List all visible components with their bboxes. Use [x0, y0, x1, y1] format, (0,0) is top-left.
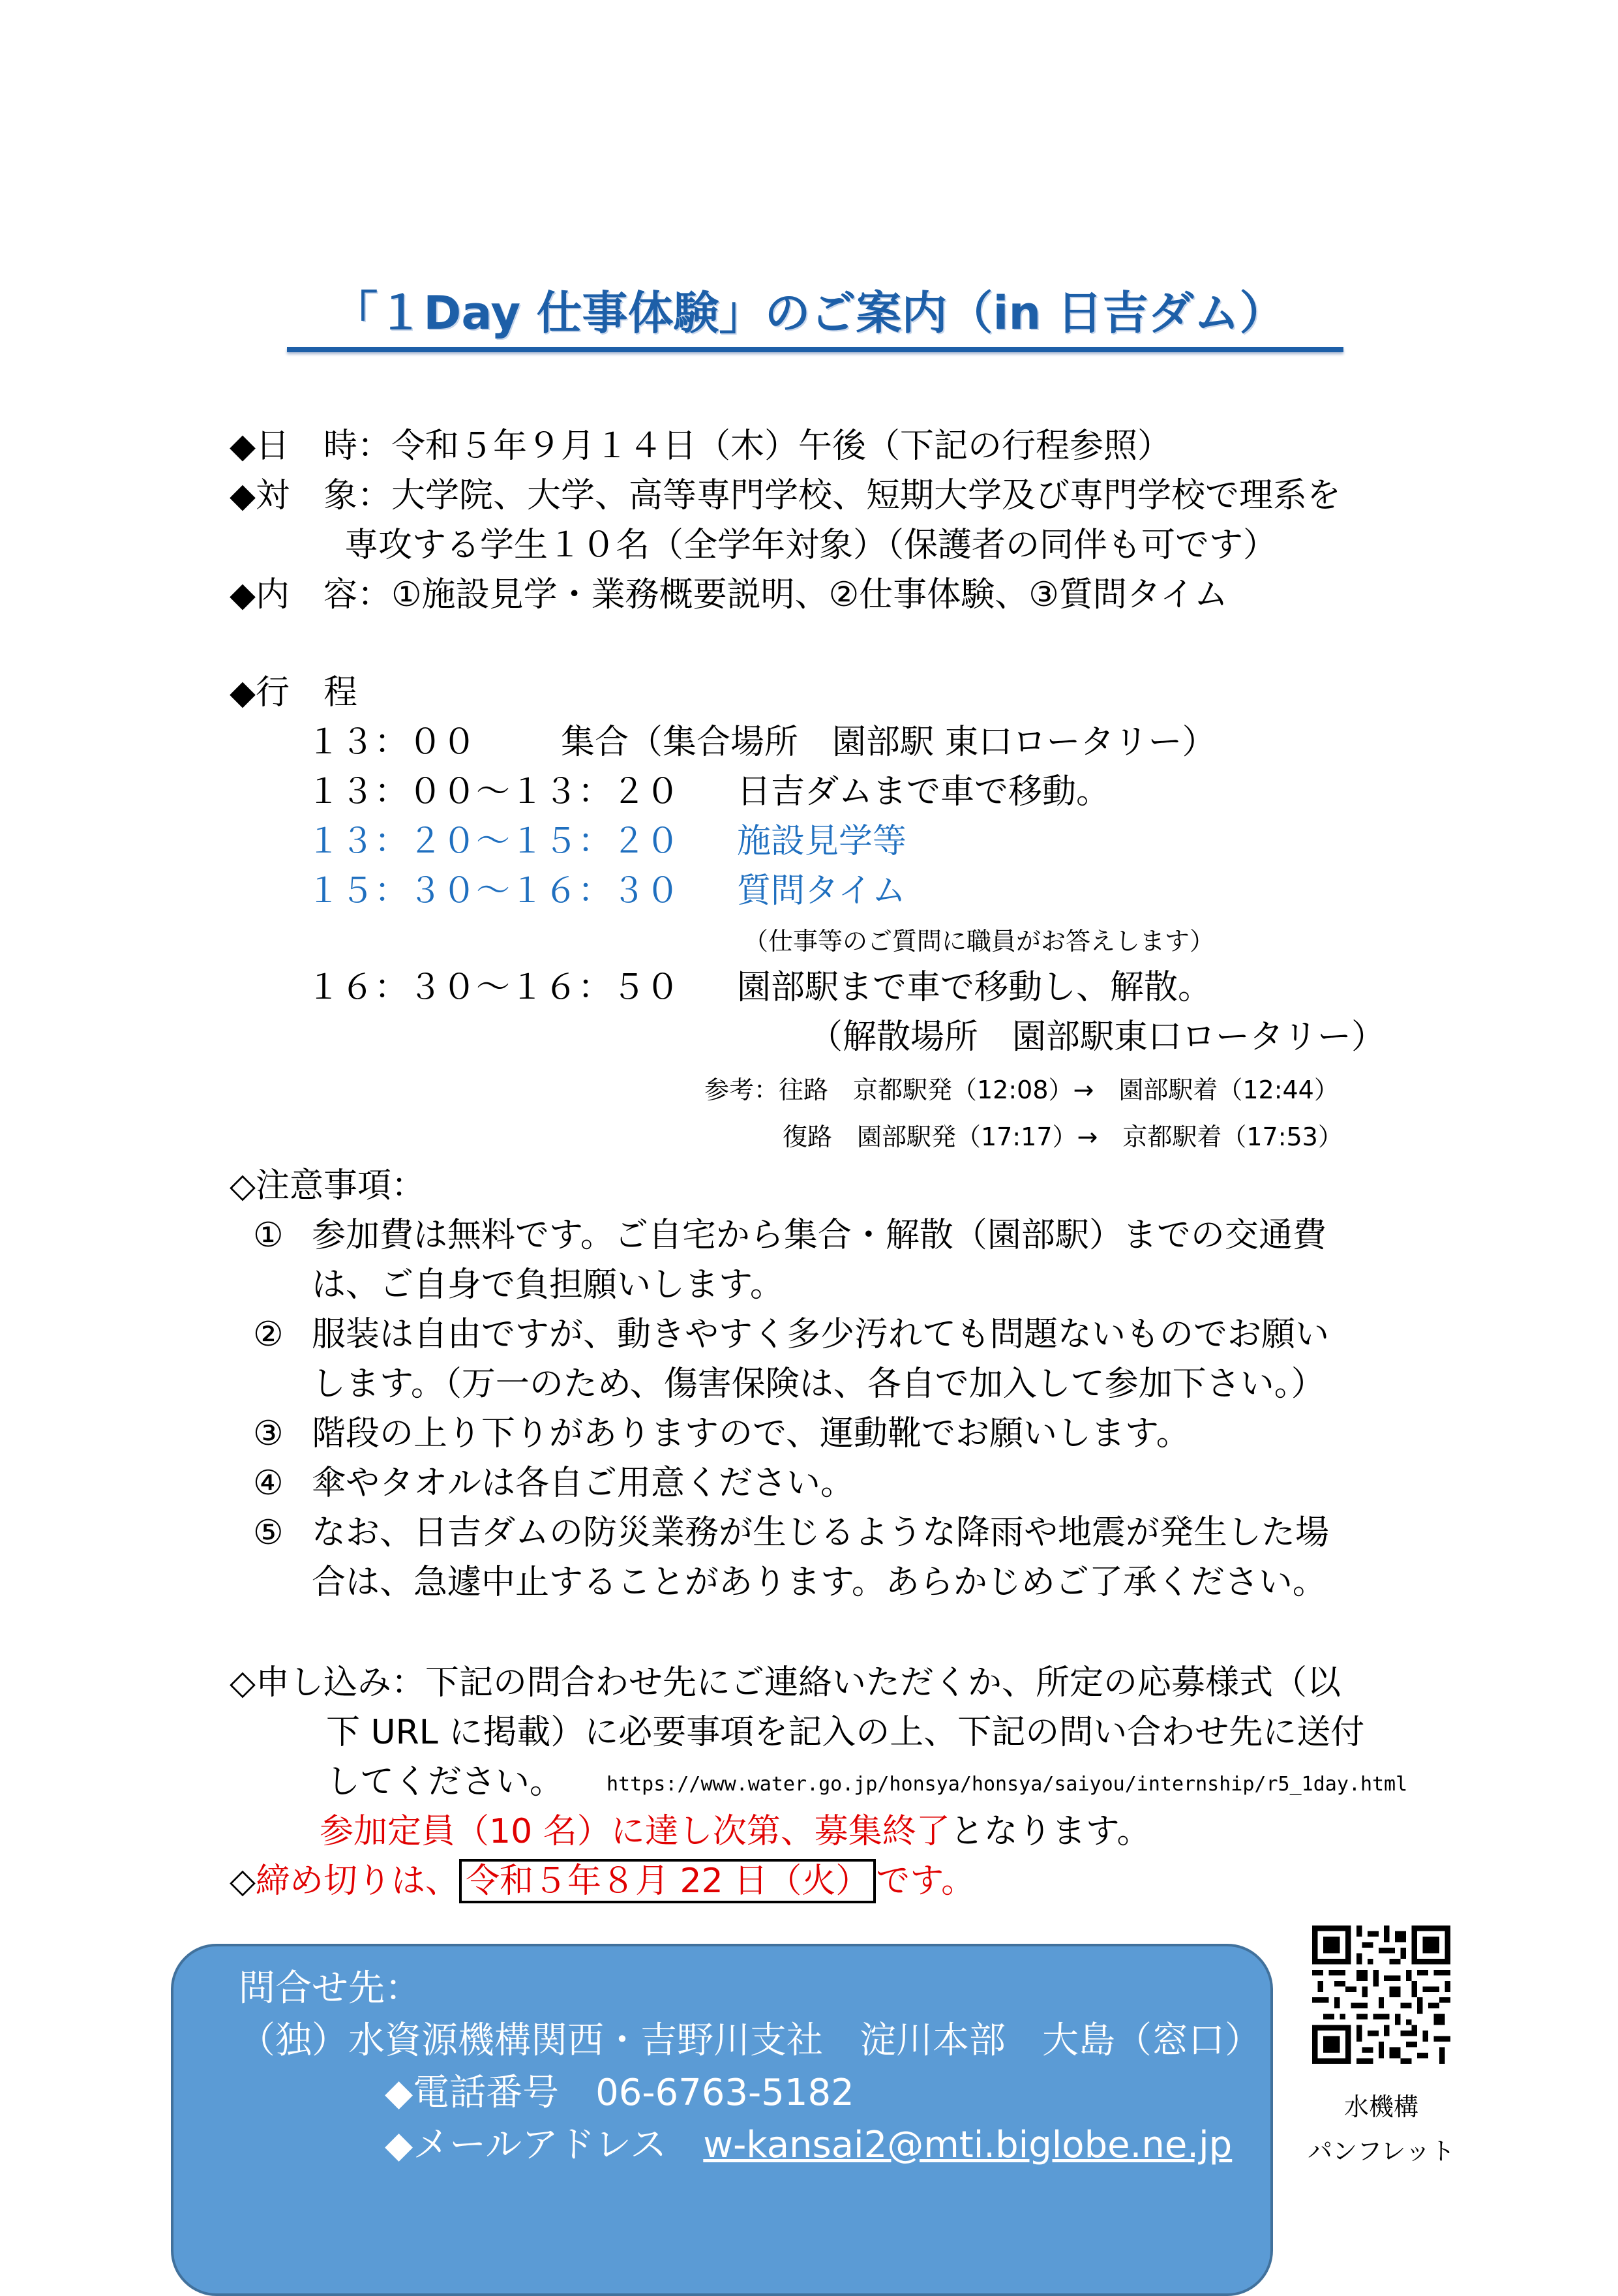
- date-value: 令和５年９月１４日（木）午後（下記の行程参照）: [391, 427, 1172, 466]
- reference-return: 復路 園部駅発（17:17）→ 京都駅着（17:53）: [783, 1123, 1343, 1151]
- schedule-row-time: １３：００: [307, 723, 477, 762]
- target-label: ◆対 象：: [230, 476, 391, 515]
- notes-heading: ◇注意事項：: [230, 1166, 425, 1205]
- capacity-notice: [320, 1811, 1151, 1852]
- phone-number[interactable]: 06-6763-5182: [595, 2072, 854, 2114]
- note-text: 合は、急遽中止することがあります。あらかじめご了承ください。: [312, 1563, 1326, 1602]
- contact-phone-row: [385, 2072, 854, 2115]
- application-text: 下 URL に掲載）に必要事項を記入の上、下記の問い合わせ先に送付: [326, 1713, 1365, 1752]
- target-row: [230, 475, 1341, 517]
- qr-caption-line1: 水機構: [1343, 2092, 1418, 2121]
- content-value: ①施設見学・業務概要説明、②仕事体験、③質問タイム: [391, 575, 1228, 614]
- note-number: ③: [253, 1414, 284, 1453]
- schedule-row-desc: 集合（集合場所 園部駅 東口ロータリー）: [561, 723, 1216, 762]
- note-text: は、ご自身で負担願いします。: [312, 1265, 784, 1305]
- contact-organization: （独）水資源機構関西・吉野川支社 淀川本部 大島（窓口）: [239, 2019, 1261, 2062]
- schedule-row-desc: 園部駅まで車で移動し、解散。: [737, 968, 1212, 1007]
- contact-email-row: [385, 2124, 1232, 2167]
- note-text: 服装は自由ですが、動きやすく多少汚れても問題ないものでお願い: [312, 1315, 1330, 1354]
- note-text: 参加費は無料です。ご自宅から集合・解散（園部駅）までの交通費: [312, 1216, 1326, 1255]
- schedule-row-desc: 施設見学等: [737, 822, 907, 861]
- reference-outbound: 参考：往路 京都駅発（12:08）→ 園部駅着（12:44）: [704, 1076, 1339, 1104]
- qr-caption-line2: パンフレット: [1307, 2137, 1456, 2166]
- schedule-heading: ◆行 程: [230, 673, 357, 712]
- note-text: します。（万一のため、傷害保険は、各自で加入して参加下さい。）: [312, 1365, 1325, 1404]
- schedule-row-desc: 日吉ダムまで車で移動。: [737, 772, 1111, 811]
- page-title: 「１Day 仕事体験」のご案内（in 日吉ダム）: [332, 286, 1285, 340]
- note-number: ①: [253, 1216, 284, 1255]
- schedule-row-time: １６：３０～１６：５０: [307, 968, 680, 1007]
- target-value: 大学院、大学、高等専門学校、短期大学及び専門学校で理系を: [391, 476, 1341, 515]
- deadline-date: 令和５年８月 22 日（火）: [459, 1859, 876, 1903]
- note-text: なお、日吉ダムの防災業務が生じるような降雨や地震が発生した場: [312, 1513, 1330, 1552]
- deadline-suffix: です。: [876, 1862, 976, 1901]
- application-url-link[interactable]: https://www.water.go.jp/honsya/honsya/saiyou/internship/r5_1day.html: [607, 1773, 1408, 1796]
- email-link[interactable]: w-kansai2@mti.biglobe.ne.jp: [703, 2124, 1233, 2166]
- email-label: ◆メールアドレス: [385, 2124, 704, 2166]
- deadline-mark: ◇: [230, 1862, 256, 1901]
- note-text: 階段の上り下りがありますので、運動靴でお願いします。: [312, 1414, 1190, 1453]
- target-value-cont: 専攻する学生１０名（全学年対象）（保護者の同伴も可です）: [344, 526, 1278, 565]
- schedule-row-desc: 質問タイム: [737, 871, 906, 911]
- date-row: [230, 425, 1171, 467]
- application-text: ◇申し込み：下記の問合わせ先にご連絡いただくか、所定の応募様式（以: [230, 1663, 1341, 1702]
- schedule-row-time: １３：００～１３：２０: [307, 772, 680, 811]
- question-note: （仕事等のご質問に職員がお答えします）: [743, 927, 1215, 956]
- deadline-prefix: 締め切りは、: [256, 1862, 460, 1901]
- schedule-row-time: １３：２０～１５：２０: [307, 822, 680, 861]
- dismissal-note: （解散場所 園部駅東口ロータリー）: [809, 1018, 1386, 1057]
- content-row: [230, 574, 1228, 616]
- capacity-text: となります。: [950, 1812, 1151, 1851]
- schedule-row-time: １５：３０～１６：３０: [307, 871, 680, 911]
- note-number: ④: [253, 1464, 284, 1503]
- phone-label: ◆電話番号: [385, 2072, 596, 2114]
- capacity-red-text: 参加定員（10 名）に達し次第、募集終了: [320, 1812, 950, 1851]
- note-text: 傘やタオルは各自ご用意ください。: [312, 1464, 855, 1503]
- note-number: ②: [253, 1315, 284, 1354]
- deadline-row: [230, 1860, 975, 1902]
- note-number: ⑤: [253, 1513, 284, 1552]
- application-text: してください。: [326, 1762, 564, 1802]
- title-underline: [287, 347, 1343, 352]
- date-label: ◆日 時：: [230, 427, 391, 466]
- content-label: ◆内 容：: [230, 575, 391, 614]
- contact-heading: 問合せ先：: [239, 1967, 421, 2010]
- qr-code-icon[interactable]: [1312, 1926, 1450, 2064]
